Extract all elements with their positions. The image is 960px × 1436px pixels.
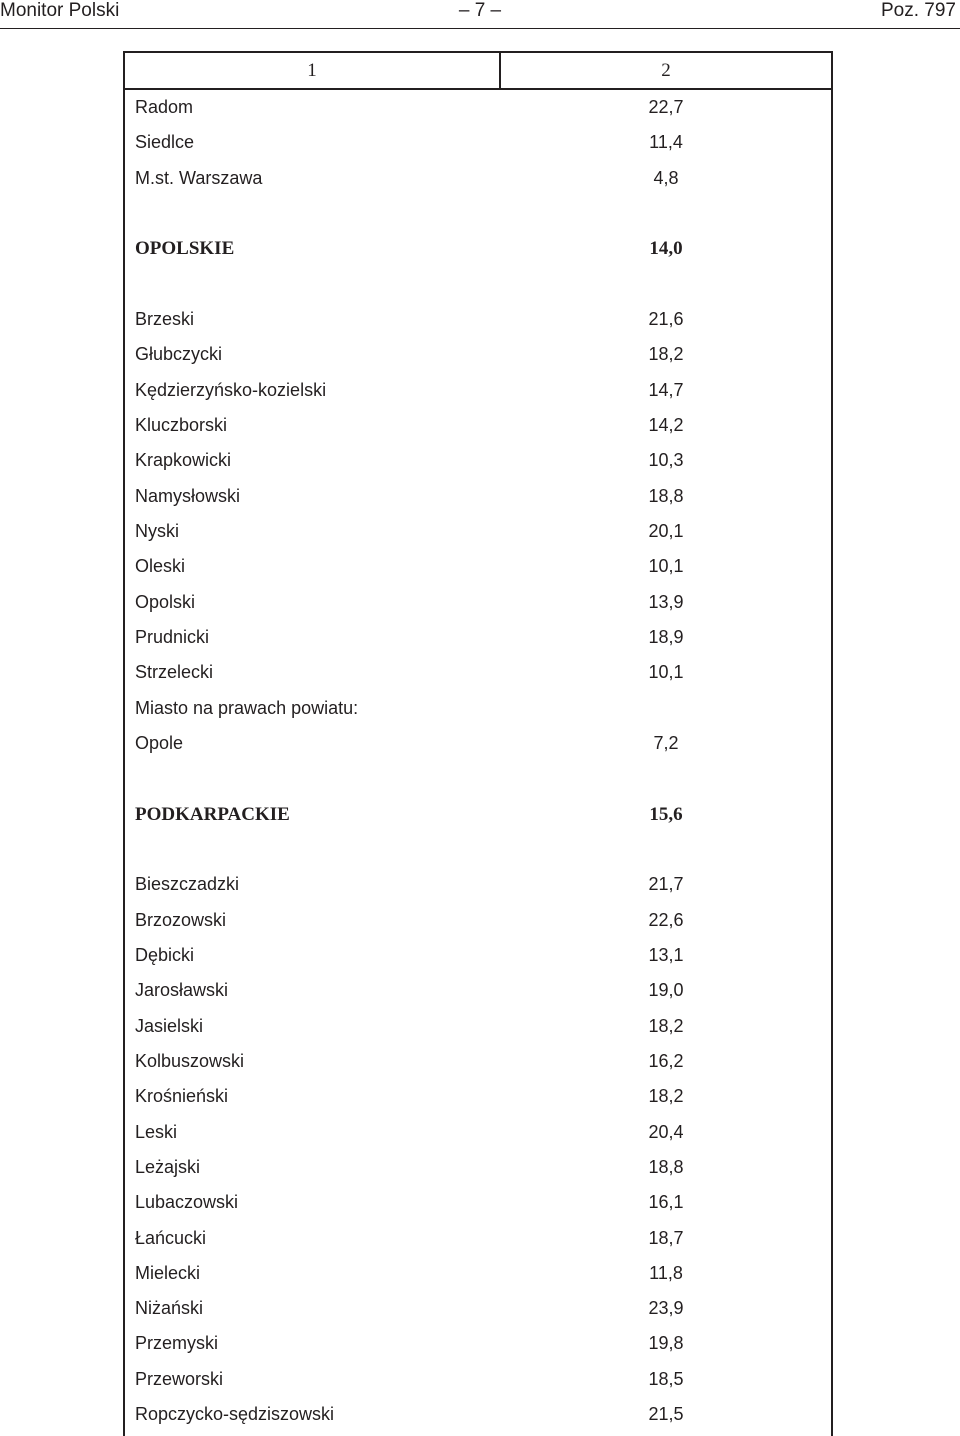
- district-name: Ropczycko-sędziszowski: [135, 1404, 335, 1425]
- district-value: 18,2: [648, 1015, 684, 1036]
- district-value: 10,1: [648, 556, 684, 577]
- column-header-1: 1: [307, 60, 317, 81]
- table-row: [125, 1291, 831, 1326]
- district-name: Kędzierzyńsko-kozielski: [135, 379, 327, 400]
- district-value: 18,8: [648, 485, 684, 506]
- table-row: [125, 302, 831, 337]
- district-value: 14,7: [648, 379, 684, 400]
- district-name: Łańcucki: [135, 1227, 207, 1248]
- table-row: [125, 1221, 831, 1256]
- district-name: Namysłowski: [135, 485, 241, 506]
- table-row: [125, 125, 831, 160]
- district-value: 10,3: [648, 450, 684, 471]
- district-value: 7,2: [653, 732, 679, 753]
- district-name: Bieszczadzki: [135, 874, 240, 895]
- district-value: 18,7: [648, 1227, 684, 1248]
- table-row: [125, 655, 831, 690]
- district-value: 16,1: [648, 1192, 684, 1213]
- running-head: [0, 0, 960, 28]
- publication-title: Monitor Polski: [0, 0, 120, 21]
- district-value: 14,0: [649, 238, 683, 260]
- district-value: 23,9: [648, 1298, 684, 1319]
- district-value: 18,2: [648, 1086, 684, 1107]
- district-name: Opolski: [135, 591, 196, 612]
- table-row: [125, 726, 831, 761]
- district-name: Radom: [135, 97, 194, 117]
- district-name: Strzelecki: [135, 662, 214, 683]
- district-value: 13,9: [648, 591, 684, 612]
- table-row: [125, 585, 831, 620]
- item-number: Poz. 797: [881, 0, 956, 21]
- table-row: [125, 1397, 831, 1432]
- district-name: Kolbuszowski: [135, 1050, 245, 1071]
- district-value: 16,2: [648, 1050, 684, 1071]
- table-row: [125, 90, 831, 125]
- district-value: 20,1: [648, 520, 684, 541]
- district-name: Miasto na prawach powiatu:: [135, 697, 359, 718]
- district-name: OPOLSKIE: [135, 238, 235, 260]
- table-row: [125, 1079, 831, 1114]
- table-row: [125, 1326, 831, 1361]
- district-value: 13,1: [648, 944, 684, 965]
- district-value: 20,4: [648, 1121, 684, 1142]
- table-row: [125, 514, 831, 549]
- district-name: Jasielski: [135, 1015, 204, 1036]
- district-name: Brzeski: [135, 308, 195, 329]
- district-name: Kluczborski: [135, 414, 228, 435]
- district-name: Lubaczowski: [135, 1192, 239, 1213]
- district-name: Przemyski: [135, 1333, 219, 1354]
- table-row: [125, 1044, 831, 1079]
- table-row: [125, 1185, 831, 1220]
- table-row: [125, 479, 831, 514]
- district-value: 19,0: [648, 980, 684, 1001]
- table-row: [125, 161, 831, 196]
- district-name: Brzozowski: [135, 909, 227, 930]
- district-value: 11,8: [649, 1262, 683, 1283]
- table-row: [125, 620, 831, 655]
- district-name: Jarosławski: [135, 980, 229, 1001]
- district-name: Opole: [135, 732, 184, 753]
- district-value: 22,6: [648, 909, 684, 930]
- district-value: 15,6: [649, 803, 683, 825]
- page-number: – 7 –: [458, 0, 502, 21]
- table-row: [125, 1362, 831, 1397]
- district-value: 22,7: [648, 97, 684, 117]
- district-name: Krapkowicki: [135, 450, 232, 471]
- table-row: [125, 443, 831, 478]
- district-name: Prudnicki: [135, 626, 210, 647]
- district-value: 18,9: [648, 626, 684, 647]
- district-name: Leżajski: [135, 1156, 201, 1177]
- district-value: 18,8: [648, 1156, 684, 1177]
- district-value: 10,1: [648, 662, 684, 683]
- district-name: Oleski: [135, 556, 186, 577]
- table-row: [125, 337, 831, 372]
- district-value: 11,4: [649, 132, 683, 153]
- table-row: [125, 373, 831, 408]
- table-row: [125, 1256, 831, 1291]
- data-table: [123, 51, 833, 1436]
- district-value: 21,5: [648, 1404, 684, 1425]
- district-name: M.st. Warszawa: [135, 167, 263, 188]
- district-name: Leski: [135, 1121, 178, 1142]
- region-row: [125, 797, 831, 832]
- table-row: [125, 408, 831, 443]
- spacer-row: [125, 196, 831, 231]
- table-row: [125, 691, 831, 726]
- district-value: 21,6: [648, 308, 684, 329]
- district-name: Nyski: [135, 520, 179, 541]
- table-row: [125, 1150, 831, 1185]
- table-row: [125, 867, 831, 902]
- district-name: Przeworski: [135, 1368, 224, 1389]
- district-name: Siedlce: [135, 132, 195, 153]
- table-body: [125, 90, 831, 1432]
- region-row: [125, 231, 831, 266]
- district-name: Krośnieński: [135, 1086, 229, 1107]
- spacer-row: [125, 832, 831, 867]
- header-rule: [0, 28, 960, 29]
- spacer-row: [125, 761, 831, 796]
- district-name: Mielecki: [135, 1262, 201, 1283]
- column-header-2: 2: [661, 60, 671, 81]
- district-name: Niżański: [135, 1298, 204, 1319]
- table-row: [125, 903, 831, 938]
- district-name: Głubczycki: [135, 344, 223, 365]
- district-value: 4,8: [653, 167, 679, 188]
- district-value: 18,5: [648, 1368, 684, 1389]
- table-row: [125, 1009, 831, 1044]
- table-row: [125, 973, 831, 1008]
- district-name: PODKARPACKIE: [135, 803, 290, 825]
- district-value: 19,8: [648, 1333, 684, 1354]
- district-value: 14,2: [648, 414, 684, 435]
- table-row: [125, 549, 831, 584]
- table-row: [125, 1115, 831, 1150]
- district-value: 18,2: [648, 344, 684, 365]
- district-name: Dębicki: [135, 944, 195, 965]
- district-value: 21,7: [648, 874, 684, 895]
- spacer-row: [125, 267, 831, 302]
- table-row: [125, 938, 831, 973]
